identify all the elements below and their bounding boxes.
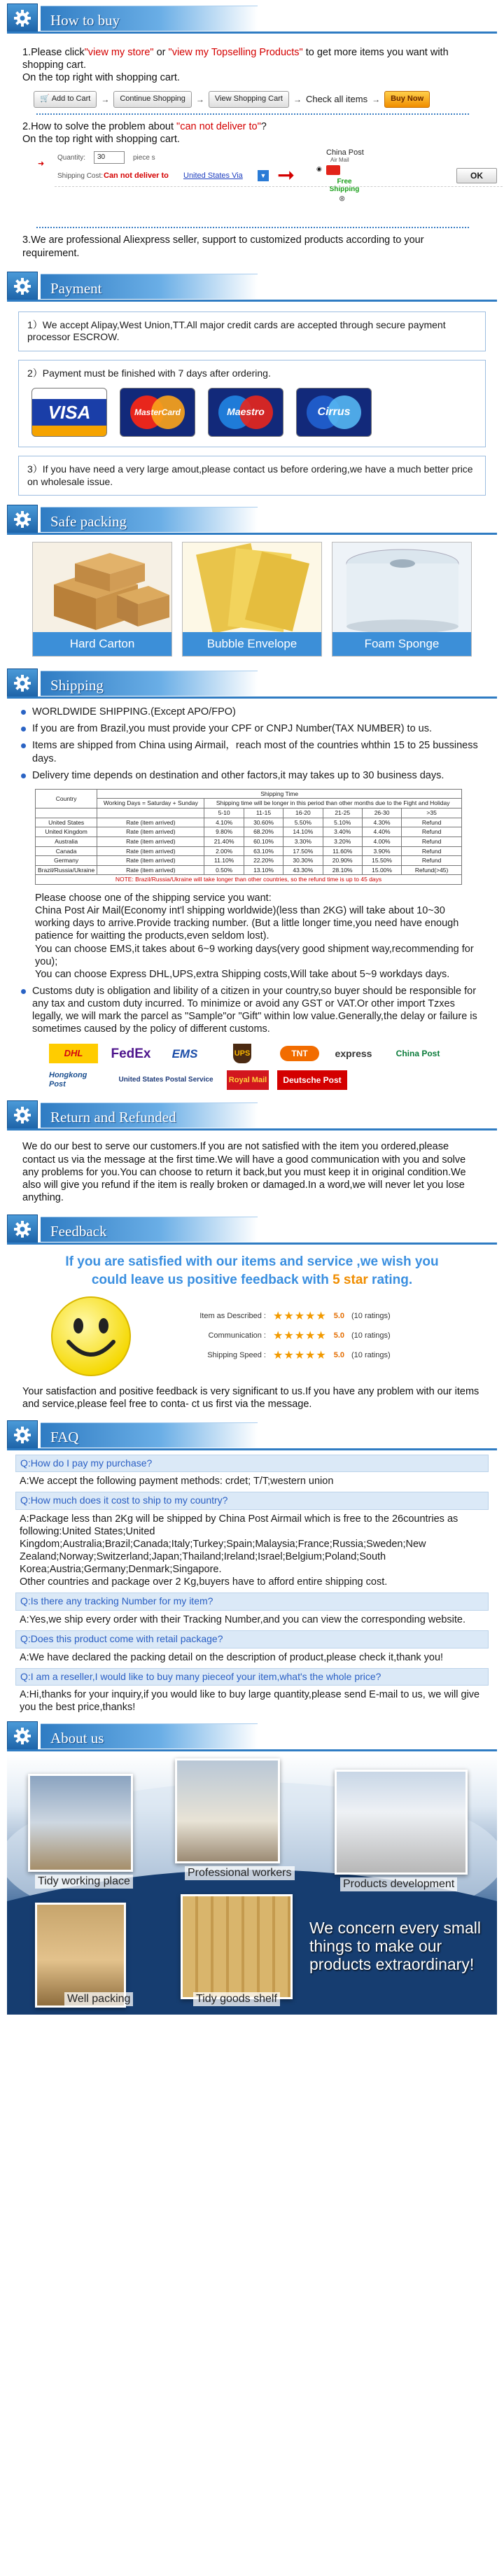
shipping-table-cell: Refund (402, 856, 462, 866)
shipping-table-cell: Rate (item arrived) (97, 836, 204, 846)
payment-box-3: 3）If you have need a very large amout,please contact us before ordering,we have a much better price on wholesale issue. (18, 456, 486, 496)
royal-mail-logo-icon: Royal Mail (227, 1070, 269, 1090)
shipping-table-cell: Canada (36, 846, 97, 856)
view-topselling-link[interactable]: "view my Topselling Products" (168, 47, 303, 58)
tidy-goods-shelf-photo (181, 1894, 293, 1999)
feedback-headline: If you are satisfied with our items and service ,we wish you could leave us positive feedback with 5 star rating. (65, 1254, 439, 1287)
star-icons: ★★★★★ (273, 1310, 327, 1323)
hongkong-post-logo-icon: Hongkong Post (49, 1070, 88, 1089)
shipping-table-cell: 60.10% (244, 836, 283, 846)
deliver-demo: ➜ Quantity: 30 piece s Shipping Cost: Can not deliver to United States Via ▼ ➞ China Post Air Mail ◉ Free Shipping ⊗ OK (34, 150, 483, 227)
shipping-table-cell: 0.50% (204, 865, 244, 875)
shipping-bullet: WORLDWIDE SHIPPING.(Except APO/FPO) (32, 706, 479, 718)
continue-shopping-button[interactable]: Continue Shopping (113, 91, 192, 108)
section-header-how-to-buy (7, 3, 497, 34)
view-my-store-link[interactable]: "view my store" (84, 47, 154, 58)
faq-question: Q:How much does it cost to ship to my country? (15, 1492, 489, 1510)
rating-list (189, 1304, 391, 1368)
check-icon: ⊗ (339, 195, 346, 204)
fedex-logo-icon: FedEx (111, 1046, 151, 1061)
shipping-table-cell: 17.50% (284, 846, 323, 856)
shipping-table-row (36, 865, 462, 875)
gear-icon (7, 272, 38, 301)
faq-question: Q:How do I pay my purchase? (15, 1455, 489, 1473)
china-post-logo-icon: China Post (396, 1048, 440, 1058)
section-title: Payment (50, 279, 102, 297)
shipping-table-cell: 11.60% (323, 846, 362, 856)
shipping-table-cell: Germany (36, 856, 97, 866)
shipping-table-cell: 20.90% (323, 856, 362, 866)
shipping-table-cell: 3.30% (284, 836, 323, 846)
shipping-table-cell: Rate (item arrived) (97, 846, 204, 856)
cirrus-card-icon: Cirrus (296, 388, 372, 437)
dhl-logo-icon: DHL (49, 1044, 98, 1063)
shipping-table-cell: 3.90% (362, 846, 401, 856)
section-header-packing (7, 504, 497, 535)
shipping-bullet: Items are shipped from China using Airmail，reach most of the countries whthin 15 to 25 bussiness days. (32, 740, 478, 764)
faq-answer: A:Yes,we ship every order with their Tracking Number,and you can view the corresponding website. (20, 1614, 465, 1625)
shipping-table-cell: 21.40% (204, 836, 244, 846)
tnt-logo-icon: TNT (279, 1044, 321, 1063)
section-header-return (7, 1100, 497, 1130)
cart-steps: 🛒 Add to Cart → Continue Shopping → View Shopping Cart → Check all items → Buy Now (34, 91, 483, 108)
shipping-bullet: Delivery time depends on destination and other factors,it may takes up to 30 business days. (32, 769, 479, 782)
shipping-table-cell: Australia (36, 836, 97, 846)
deutsche-post-logo-icon: Deutsche Post (277, 1070, 347, 1090)
faq-answer: A:Package less than 2Kg will be shipped by China Post Airmail which is free to the 26countries as following:United States;United Kingdom;Australia;Brazil;Canada;Italy;Turkey;Spain;Malaysia;France;Russia;Sweden;New Zealand;Norway;Switzerland;Japan;Thailand;Ireland;Israel;Belgium;Poland;South Korea;Austria;Germany;Denmark;Singapore. Other countries and package over 2 Kg,buyers have to afford entire shipping cost. (20, 1513, 458, 1588)
radio-icon[interactable]: ◉ (316, 165, 322, 173)
shipping-table-cell: 15.50% (362, 856, 401, 866)
country-select[interactable]: United States Via (183, 172, 243, 181)
shipping-table-cell: 68.20% (244, 827, 283, 837)
faq-block (0, 1455, 504, 1714)
shipping-table-cell: Rate (item arrived) (97, 865, 204, 875)
step-2-text: 2.How to solve the problem about "can not deliver to"? On the top right with shopping cart. (22, 121, 267, 146)
shipping-table-cell: 43.30% (284, 865, 323, 875)
shipping-table-cell: 5.50% (284, 818, 323, 827)
shipping-table-cell: United Kingdom (36, 827, 97, 837)
return-text: We do our best to serve our customers.If you are not satisfied with the item you ordered,please contact us via the message at the first time.We will have a good communication with you and solve any problems for you.You can choose to return it back,but you must keep it in original condition.We also will give you refund if the item is really broken or damaged.In a word,we will never let you lose anything. (22, 1141, 466, 1203)
arrow-icon: ➜ (38, 160, 45, 169)
ups-logo-icon: UPS (214, 1044, 270, 1063)
bubble-envelope-image: Bubble Envelope (182, 542, 322, 657)
shipping-bullet: If you are from Brazil,you must provide your CPF or CNPJ Number(TAX NUMBER) to us. (32, 722, 479, 735)
shipping-table-cell: 4.10% (204, 818, 244, 827)
arrow-right-icon: ➞ (277, 164, 295, 188)
gear-icon (7, 1420, 38, 1450)
section-title: FAQ (50, 1428, 79, 1446)
shipping-table-cell: Rate (item arrived) (97, 818, 204, 827)
customs-bullet: Customs duty is obligation and libility of a citizen in your country,so buyer should be responsible for any tax and custom duty incurred. To minimize or avoid any GST or VAT.Or other import Tzxes legally, we will mark the parcel as "Sample"or "Gift" within low value.Generally,the delay or failure is sometimes caused by the policy of different customs. (32, 985, 479, 1036)
usps-logo-icon: United States Postal Service (118, 1076, 214, 1084)
faq-answer: A:We have declared the packing detail on the description of product,please check it,thank you! (20, 1651, 444, 1663)
section-title: Return and Refunded (50, 1109, 176, 1126)
rating-row: Shipping Speed : ★★★★★ 5.0 (10 ratings) (207, 1350, 391, 1362)
shipping-table-cell: Brazil/Russia/Ukraine (36, 865, 97, 875)
shipping-table-cell: 9.80% (204, 827, 244, 837)
card-logos (31, 388, 477, 437)
gear-icon (7, 505, 38, 534)
faq-question: Q:Does this product come with retail package? (15, 1630, 489, 1648)
shipping-table-cell: 2.00% (204, 846, 244, 856)
shipping-table-cell: Rate (item arrived) (97, 856, 204, 866)
quantity-input[interactable]: 30 (94, 151, 125, 164)
shipping-table-row (36, 846, 462, 856)
dropdown-icon[interactable]: ▼ (258, 170, 269, 181)
step-3-text: 3.We are professional Aliexpress seller, support to customized products according to your requirement. (22, 234, 424, 259)
faq-answer: A:Hi,thanks for your inquiry,if you would like to buy large quantity,please send E-mail to us, we will give you the best price,thanks! (20, 1689, 480, 1714)
section-header-feedback (7, 1214, 497, 1245)
shipping-table-cell: 28.10% (323, 865, 362, 875)
gear-icon (7, 1100, 38, 1130)
view-shopping-cart-button[interactable]: View Shopping Cart (209, 91, 289, 108)
payment-box-2: 2）Payment must be finished with 7 days after ordering. VISA MasterCard Maestro Cirrus (18, 360, 486, 448)
professional-workers-photo (175, 1758, 280, 1863)
section-header-faq (7, 1420, 497, 1450)
gear-icon (7, 4, 38, 33)
shipping-table-cell: 63.10% (244, 846, 283, 856)
foam-sponge-image: Foam Sponge (332, 542, 472, 657)
carrier-logos (49, 1044, 469, 1090)
gear-icon (7, 1214, 38, 1244)
rating-row: Item as Described : ★★★★★ 5.0 (10 ratings) (200, 1310, 391, 1323)
payment-block (0, 312, 504, 496)
payment-box-1: 1）We accept Alipay,West Union,TT.All major credit cards are accepted through secure payment processor ESCROW. (18, 312, 486, 351)
shipping-table-cell: 3.20% (323, 836, 362, 846)
step-1-text: 1.Please click"view my store" or "view my Topselling Products" to get more items you want with shopping cart. On the top right with shopping cart. (22, 47, 449, 84)
shipping-table-row (36, 836, 462, 846)
shipping-table-cell: 4.30% (362, 818, 401, 827)
hard-carton-image: Hard Carton (32, 542, 172, 657)
mastercard-icon: MasterCard (120, 388, 195, 437)
section-title: How to buy (50, 12, 120, 29)
gear-icon (7, 1721, 38, 1751)
shipping-table-cell: 14.10% (284, 827, 323, 837)
express-logo-icon: express (335, 1047, 372, 1059)
shipping-block (0, 706, 504, 1090)
section-title: Shipping (50, 677, 104, 694)
faq-question: Q:I am a reseller,I would like to buy many pieceof your item,what's the whole price? (15, 1668, 489, 1686)
section-title: About us (50, 1730, 104, 1747)
star-icons: ★★★★★ (273, 1330, 327, 1343)
faq-question: Q:Is there any tracking Number for my item? (15, 1592, 489, 1611)
ok-button[interactable]: OK (456, 168, 497, 183)
section-header-shipping (7, 668, 497, 699)
ems-logo-icon: EMS (172, 1046, 198, 1060)
feedback-text: Your satisfaction and positive feedback is very significant to us.If you have any problem with our items and service,please feel free to conta- ct us first via the message. (22, 1386, 479, 1410)
smiley-icon (49, 1294, 133, 1378)
gear-icon (7, 668, 38, 698)
shipping-table-cell: 3.40% (323, 827, 362, 837)
shipping-table-cell: Refund (402, 818, 462, 827)
section-title: Safe packing (50, 513, 127, 531)
shipping-service-text: Please choose one of the shipping service you want: China Post Air Mail(Economy int'l shipping worldwide)(less than 2KG) will take about 10~30 working days to arrive.Provide tracking number. (But a little longer time,you need have enough patience for waitting the products,even seldom lost). You can choose EMS,it takes about 6~9 working days(very good shipment way,recommending for you); You can choose Express DHL,UPS,extra Shipping costs,Will take about 5~9 workdays days. (35, 892, 474, 980)
shipping-table-cell: Refund(>45) (402, 865, 462, 875)
shipping-table-cell: 5.10% (323, 818, 362, 827)
star-icons: ★★★★★ (273, 1350, 327, 1362)
shipping-table-row (36, 856, 462, 866)
feedback-block (0, 1253, 504, 1411)
shipping-table-cell: Refund (402, 836, 462, 846)
shipping-table-cell: 30.30% (284, 856, 323, 866)
packing-images (32, 542, 504, 657)
shipping-table-cell: 30.60% (244, 818, 283, 827)
shipping-table-cell: 13.10% (244, 865, 283, 875)
shipping-table-cell: Rate (item arrived) (97, 827, 204, 837)
shipping-table-cell: 15.00% (362, 865, 401, 875)
products-development-photo (335, 1770, 468, 1875)
check-items-label: Check all items (305, 94, 368, 105)
shipping-time-table: Country Shipping Time Working Days = Saturday + Sunday Shipping time will be longer in this period than other months due to the Fight and Holiday 5-10 11-15 16-20 21-25 26-30 >35 United States Rate (item arrived) 4.10% 30.60% 5.50% 5.10% 4.30% Refund United Kingdom Rate (item arrived) 9.80% 68.20% 14.10% 3.40% 4.40% Refund Australia Rate (item arrived) 21.40% 60.10% 3.30% 3.20% 4.00% Refund Canada Rate (item arrived) 2.00% 63.10% 17.50% 11.60% 3.90% Refund Germany Rate (item arrived) 11.10% 22.20% 30.30% 20.90% 15.50% Refund Brazil/Russia/Ukraine Rate (item arrived) 0.50% 13.10% 43.30% 28.10% 15.00% Refund(>45) NOTE: Brazil/Russia/Ukraine will take longer than other countries, so the refund time is up to 45 days (35, 789, 462, 885)
add-to-cart-button[interactable]: 🛒 Add to Cart (34, 91, 97, 108)
rating-row: Communication : ★★★★★ 5.0 (10 ratings) (208, 1330, 391, 1343)
about-us-collage: Tidy working place Professional workers Products development Well packing Tidy goods shelf We concern every small things to make our products extraordinary! (7, 1754, 497, 2015)
tidy-working-place-photo (28, 1774, 133, 1872)
cart-icon: 🛒 (40, 94, 50, 104)
about-slogan: We concern every small things to make our products extraordinary! (309, 1919, 481, 1973)
shipping-table-cell: Refund (402, 846, 462, 856)
buy-now-button[interactable]: Buy Now (384, 91, 430, 108)
shipping-table-cell: 4.00% (362, 836, 401, 846)
shipping-table-row (36, 818, 462, 827)
shipping-table-cell: 4.40% (362, 827, 401, 837)
section-title: Feedback (50, 1223, 107, 1240)
shipping-table-cell: 11.10% (204, 856, 244, 866)
shipping-table-cell: Refund (402, 827, 462, 837)
how-to-buy-block (0, 34, 504, 264)
shipping-table-row (36, 827, 462, 837)
maestro-card-icon: Maestro (208, 388, 284, 437)
section-header-payment (7, 271, 497, 302)
faq-answer: A:We accept the following payment methods: crdet; T/T;western union (20, 1476, 334, 1488)
shipping-table-cell: United States (36, 818, 97, 827)
section-header-about (7, 1721, 497, 1751)
china-post-logo-icon (326, 165, 340, 175)
shipping-table-cell: 22.20% (244, 856, 283, 866)
visa-card-icon: VISA (31, 388, 107, 437)
